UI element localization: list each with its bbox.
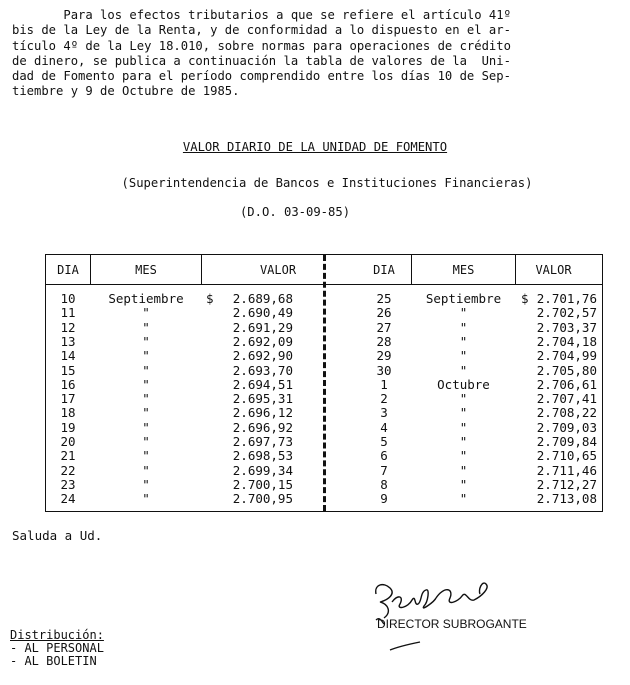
cell-valor: 2.689,68 (232, 291, 293, 306)
cell-mes: " (459, 348, 468, 364)
cell-valor: 2.690,49 (232, 305, 293, 321)
cell-valor: 2.708,22 (536, 405, 597, 421)
cell-valor: 2.696,92 (232, 419, 293, 435)
uf-values-table (45, 254, 603, 512)
cell-dia: 20 (60, 434, 76, 449)
cell-mes: " (459, 333, 468, 349)
header-dia-right: DIA (373, 263, 395, 277)
cell-dia: 18 (60, 405, 76, 421)
cell-valor: 2.700,15 (232, 476, 293, 492)
cell-dia: 13 (60, 333, 76, 349)
paragraph-line: de dinero, se publica a continuación la tabla de valores de la Uni- (12, 53, 511, 68)
cell-dia: 2 (380, 391, 388, 407)
cell-valor: 2.704,99 (536, 348, 597, 364)
cell-dia: 17 (60, 391, 76, 407)
currency-symbol: $ (206, 291, 214, 306)
cell-valor: 2.707,41 (536, 391, 597, 407)
cell-mes: " (459, 305, 468, 321)
cell-dia: 1 (380, 376, 388, 392)
cell-dia: 5 (380, 434, 388, 449)
closing-salutation: Saluda a Ud. (12, 528, 103, 543)
cell-valor: 2.697,73 (232, 434, 293, 449)
document-subtitle: (Superintendencia de Bancos e Instituciones Financieras) (121, 176, 533, 190)
cell-mes: " (142, 348, 150, 364)
cell-valor: 2.703,37 (536, 319, 597, 335)
cell-valor: 2.712,27 (536, 476, 597, 492)
cell-valor: 2.691,29 (232, 319, 293, 335)
cell-valor: 2.696,12 (232, 405, 293, 421)
header-valor-right: VALOR (535, 263, 572, 277)
cell-valor: 2.692,90 (232, 348, 293, 364)
cell-mes: " (142, 448, 150, 464)
cell-dia: 29 (376, 348, 392, 364)
header-mes-left: MES (135, 263, 157, 277)
cell-dia: 24 (60, 491, 76, 507)
paragraph-line: dad de Fomento para el período comprendido entre los días 10 de Sep- (12, 69, 511, 84)
cell-dia: 4 (380, 419, 388, 435)
cell-mes: " (142, 333, 150, 349)
cell-dia: 6 (380, 448, 388, 464)
cell-valor: 2.698,53 (232, 448, 293, 464)
cell-dia: 26 (376, 305, 392, 321)
center-divider (323, 255, 326, 511)
cell-dia: 8 (380, 476, 388, 492)
cell-dia: 7 (380, 462, 388, 478)
cell-mes: " (142, 476, 150, 492)
paragraph-line: bis de la Ley de la Renta, y de conformidad a lo dispuesto en el ar- (12, 23, 511, 38)
cell-mes: " (459, 419, 468, 435)
cell-dia: 21 (60, 448, 76, 464)
decree-reference: (D.O. 03-09-85) (239, 205, 351, 219)
signature-image (370, 572, 495, 656)
cell-mes: " (459, 362, 468, 378)
distribution-item: - AL PERSONAL (10, 641, 104, 655)
cell-valor: 2.706,61 (536, 376, 597, 392)
cell-dia: 28 (376, 333, 392, 349)
distribution-title: Distribución: (10, 628, 104, 642)
cell-dia: 15 (60, 362, 76, 378)
header-valor-left: VALOR (259, 263, 297, 277)
cell-mes: Octubre (437, 376, 490, 392)
cell-mes: " (142, 362, 150, 378)
cell-dia: 10 (60, 291, 76, 306)
cell-valor: 2.701,76 (536, 291, 597, 306)
header-dia-left: DIA (57, 263, 79, 277)
cell-valor: 2.702,57 (536, 305, 597, 321)
cell-mes: " (142, 305, 150, 321)
cell-valor: 2.705,80 (536, 362, 597, 378)
cell-mes: " (459, 405, 468, 421)
cell-dia: 27 (376, 319, 392, 335)
cell-valor: 2.704,18 (536, 333, 597, 349)
distribution-list (10, 629, 104, 668)
cell-mes: " (142, 391, 150, 407)
cell-mes: " (142, 405, 150, 421)
cell-dia: 9 (380, 491, 388, 507)
cell-mes: " (459, 434, 468, 449)
cell-dia: 23 (60, 476, 76, 492)
cell-valor: 2.709,84 (536, 434, 597, 449)
intro-paragraph (12, 8, 620, 100)
cell-mes: Septiembre (108, 291, 184, 306)
cell-dia: 12 (60, 319, 76, 335)
cell-valor: 2.711,46 (536, 462, 597, 478)
cell-mes: " (459, 462, 468, 478)
cell-valor: 2.694,51 (232, 376, 293, 392)
header-mes-right: MES (452, 263, 475, 277)
cell-mes: Septiembre (425, 291, 502, 306)
paragraph-line: tículo 4º de la Ley 18.010, sobre normas para operaciones de crédito (12, 38, 511, 53)
cell-mes: " (459, 391, 468, 407)
cell-mes: " (459, 319, 468, 335)
cell-dia: 30 (376, 362, 392, 378)
paragraph-line: Para los efectos tributarios a que se refiere el artículo 41º (12, 8, 511, 22)
cell-mes: " (142, 491, 150, 507)
cell-valor: 2.700,95 (232, 491, 293, 507)
cell-mes: " (459, 491, 468, 507)
signer-title: DIRECTOR SUBROGANTE (377, 617, 527, 631)
cell-valor: 2.695,31 (232, 391, 293, 407)
cell-dia: 25 (376, 291, 392, 306)
cell-mes: " (459, 448, 468, 464)
cell-mes: " (142, 419, 150, 435)
cell-mes: " (142, 434, 150, 449)
cell-valor: 2.710,65 (536, 448, 597, 464)
cell-valor: 2.699,34 (232, 462, 293, 478)
cell-valor: 2.692,09 (232, 333, 293, 349)
paragraph-line: tiembre y 9 de Octubre de 1985. (12, 84, 240, 99)
cell-dia: 22 (60, 462, 76, 478)
distribution-item: - AL BOLETIN (10, 654, 97, 668)
cell-valor: 2.709,03 (536, 419, 597, 435)
cell-mes: " (142, 319, 150, 335)
cell-dia: 16 (60, 376, 76, 392)
column-divider (201, 255, 202, 284)
cell-valor: 2.693,70 (232, 362, 293, 378)
cell-dia: 3 (380, 405, 388, 421)
cell-dia: 14 (60, 348, 76, 364)
cell-dia: 19 (60, 419, 76, 435)
cell-dia: 11 (60, 305, 76, 321)
cell-mes: " (142, 462, 150, 478)
document-title: VALOR DIARIO DE LA UNIDAD DE FOMENTO (182, 140, 448, 154)
cell-mes: " (142, 376, 150, 392)
currency-symbol: $ (521, 291, 529, 306)
cell-valor: 2.713,08 (536, 491, 597, 507)
cell-mes: " (459, 476, 468, 492)
